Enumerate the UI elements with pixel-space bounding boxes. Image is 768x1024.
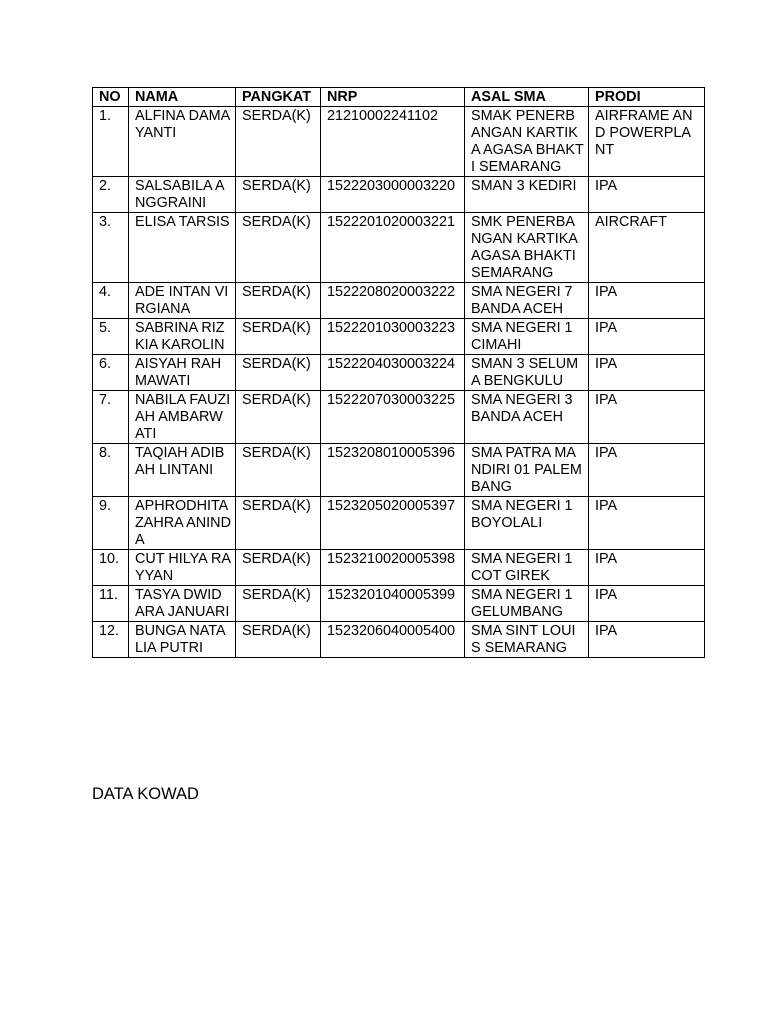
cell-nrp: 1523206040005400 — [321, 622, 465, 658]
cell-prodi: IPA — [589, 283, 705, 319]
cell-no: 7. — [93, 391, 129, 444]
cell-asal-sma: SMA NEGERI 1 GELUMBANG — [465, 586, 589, 622]
cell-nrp: 1523205020005397 — [321, 497, 465, 550]
header-nama: NAMA — [129, 88, 236, 107]
cell-nrp: 1522204030003224 — [321, 355, 465, 391]
cell-prodi: IPA — [589, 586, 705, 622]
cell-pangkat: SERDA(K) — [236, 355, 321, 391]
cell-nama: APHRODHITA ZAHRA ANINDA — [129, 497, 236, 550]
cell-prodi: IPA — [589, 319, 705, 355]
cell-no: 1. — [93, 107, 129, 177]
cell-nama: TAQIAH ADIBAH LINTANI — [129, 444, 236, 497]
cell-no: 6. — [93, 355, 129, 391]
cell-pangkat: SERDA(K) — [236, 283, 321, 319]
header-asal-sma: ASAL SMA — [465, 88, 589, 107]
cell-asal-sma: SMAN 3 KEDIRI — [465, 177, 589, 213]
cell-asal-sma: SMA NEGERI 1 CIMAHI — [465, 319, 589, 355]
cell-nrp: 21210002241102 — [321, 107, 465, 177]
cell-nama: ALFINA DAMAYANTI — [129, 107, 236, 177]
cell-no: 10. — [93, 550, 129, 586]
cell-prodi: IPA — [589, 497, 705, 550]
cell-pangkat: SERDA(K) — [236, 319, 321, 355]
cell-prodi: AIRCRAFT — [589, 213, 705, 283]
cell-nama: SALSABILA ANGGRAINI — [129, 177, 236, 213]
table-row — [93, 177, 705, 213]
cell-prodi: IPA — [589, 622, 705, 658]
cell-asal-sma: SMAK PENERBANGAN KARTIKA AGASA BHAKTI SEMARANG — [465, 107, 589, 177]
cell-asal-sma: SMA NEGERI 3 BANDA ACEH — [465, 391, 589, 444]
cell-prodi: IPA — [589, 355, 705, 391]
cell-nrp: 1523201040005399 — [321, 586, 465, 622]
cell-nama: AISYAH RAHMAWATI — [129, 355, 236, 391]
cell-asal-sma: SMA NEGERI 1 COT GIREK — [465, 550, 589, 586]
cell-prodi: IPA — [589, 444, 705, 497]
cell-nrp: 1522201020003221 — [321, 213, 465, 283]
table-row — [93, 391, 705, 444]
kowad-data-table — [92, 87, 705, 658]
table-row — [93, 213, 705, 283]
cell-no: 2. — [93, 177, 129, 213]
cell-prodi: IPA — [589, 177, 705, 213]
cell-no: 9. — [93, 497, 129, 550]
table-row — [93, 283, 705, 319]
cell-nama: CUT HILYA RAYYAN — [129, 550, 236, 586]
cell-nrp: 1522203000003220 — [321, 177, 465, 213]
table-row — [93, 107, 705, 177]
table-row — [93, 550, 705, 586]
cell-asal-sma: SMA SINT LOUIS SEMARANG — [465, 622, 589, 658]
table-row — [93, 355, 705, 391]
cell-pangkat: SERDA(K) — [236, 177, 321, 213]
table-row — [93, 497, 705, 550]
cell-pangkat: SERDA(K) — [236, 550, 321, 586]
table-header-row — [93, 88, 705, 107]
cell-prodi: IPA — [589, 391, 705, 444]
cell-nrp: 1522207030003225 — [321, 391, 465, 444]
table-row — [93, 622, 705, 658]
cell-nrp: 1522201030003223 — [321, 319, 465, 355]
cell-nama: SABRINA RIZKIA KAROLIN — [129, 319, 236, 355]
cell-nama: NABILA FAUZIAH AMBARWATI — [129, 391, 236, 444]
cell-asal-sma: SMA NEGERI 1 BOYOLALI — [465, 497, 589, 550]
cell-no: 8. — [93, 444, 129, 497]
cell-pangkat: SERDA(K) — [236, 444, 321, 497]
header-pangkat: PANGKAT — [236, 88, 321, 107]
cell-asal-sma: SMAN 3 SELUMA BENGKULU — [465, 355, 589, 391]
cell-nama: ELISA TARSIS — [129, 213, 236, 283]
cell-asal-sma: SMK PENERBANGAN KARTIKA AGASA BHAKTI SEMARANG — [465, 213, 589, 283]
header-nrp: NRP — [321, 88, 465, 107]
cell-asal-sma: SMA PATRA MANDIRI 01 PALEMBANG — [465, 444, 589, 497]
cell-nama: BUNGA NATALIA PUTRI — [129, 622, 236, 658]
cell-prodi: IPA — [589, 550, 705, 586]
cell-nama: TASYA DWIDARA JANUARI — [129, 586, 236, 622]
cell-no: 11. — [93, 586, 129, 622]
cell-no: 3. — [93, 213, 129, 283]
cell-pangkat: SERDA(K) — [236, 586, 321, 622]
document-caption: DATA KOWAD — [92, 785, 199, 803]
cell-nrp: 1523210020005398 — [321, 550, 465, 586]
cell-pangkat: SERDA(K) — [236, 107, 321, 177]
cell-pangkat: SERDA(K) — [236, 497, 321, 550]
cell-asal-sma: SMA NEGERI 7 BANDA ACEH — [465, 283, 589, 319]
table-row — [93, 586, 705, 622]
cell-nrp: 1522208020003222 — [321, 283, 465, 319]
cell-prodi: AIRFRAME AND POWERPLANT — [589, 107, 705, 177]
cell-nrp: 1523208010005396 — [321, 444, 465, 497]
table-row — [93, 319, 705, 355]
cell-pangkat: SERDA(K) — [236, 622, 321, 658]
cell-no: 4. — [93, 283, 129, 319]
cell-pangkat: SERDA(K) — [236, 213, 321, 283]
cell-nama: ADE INTAN VIRGIANA — [129, 283, 236, 319]
cell-no: 5. — [93, 319, 129, 355]
header-no: NO — [93, 88, 129, 107]
cell-pangkat: SERDA(K) — [236, 391, 321, 444]
table-row — [93, 444, 705, 497]
header-prodi: PRODI — [589, 88, 705, 107]
cell-no: 12. — [93, 622, 129, 658]
